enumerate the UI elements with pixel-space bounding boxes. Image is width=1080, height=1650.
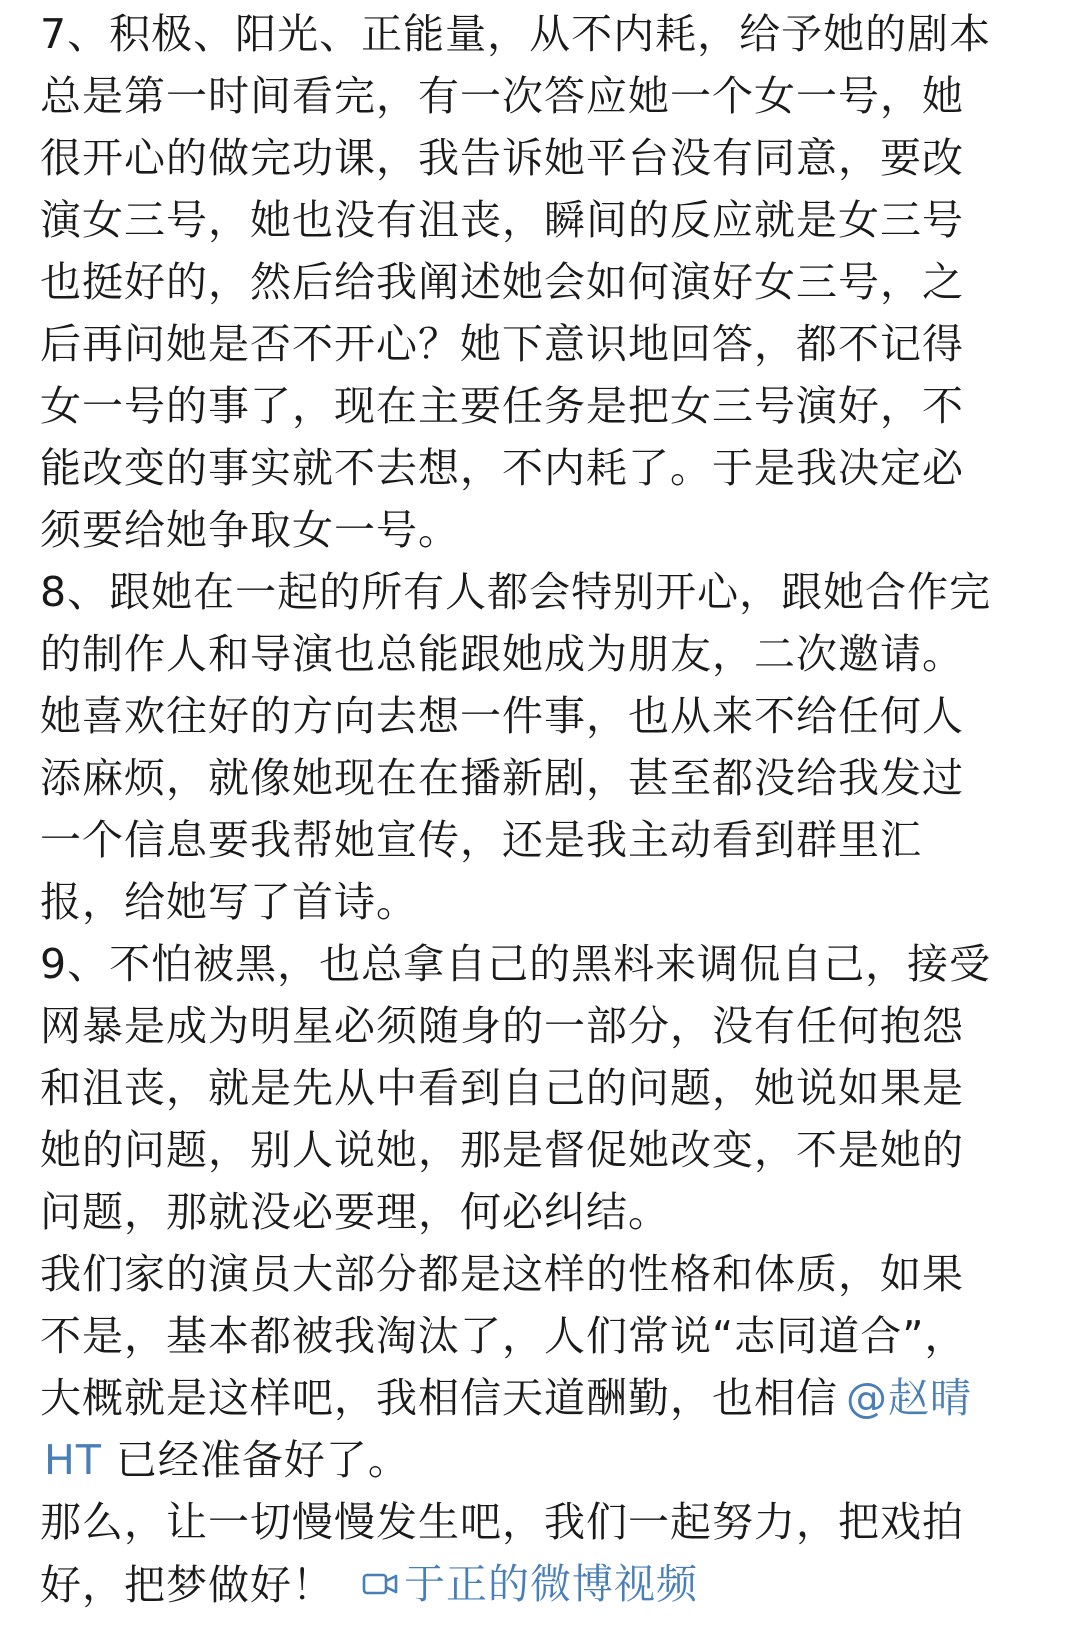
text-line: 的制作人和导演也总能跟她成为朋友，二次邀请。 [40, 630, 964, 678]
text-segment: 大概就是这样吧，我相信天道酬勤，也相信 [40, 1374, 838, 1422]
user-mention-link-continued[interactable]: HT [44, 1436, 102, 1484]
paragraph-9 [40, 933, 1050, 1243]
text-line: 很开心的做完功课，我告诉她平台没有同意，要改 [40, 134, 964, 182]
text-line: 能改变的事实就不去想，不内耗了。于是我决定必 [40, 444, 964, 492]
text-line: 须要给她争取女一号。 [40, 506, 460, 554]
text-line: 一个信息要我帮她宣传，还是我主动看到群里汇 [40, 816, 922, 864]
video-link-label: 于正的微博视频 [404, 1560, 698, 1608]
text-line: 9、不怕被黑，也总拿自己的黑料来调侃自己，接受 [40, 940, 992, 988]
text-line: 我们家的演员大部分都是这样的性格和体质，如果 [40, 1250, 964, 1298]
text-line: 问题，那就没必要理，何必纠结。 [40, 1188, 670, 1236]
text-line: 不是，基本都被我淘汰了，人们常说“志同道合”， [40, 1312, 967, 1360]
text-line: 女一号的事了，现在主要任务是把女三号演好，不 [40, 382, 964, 430]
text-line: 她喜欢往好的方向去想一件事，也从来不给任何人 [40, 692, 964, 740]
text-line-with-mention [40, 1367, 1050, 1429]
text-line: 和沮丧，就是先从中看到自己的问题，她说如果是 [40, 1064, 964, 1112]
user-mention-link[interactable]: @赵晴 [846, 1374, 972, 1422]
text-segment: 已经准备好了。 [101, 1436, 410, 1484]
text-line-with-video-link [40, 1553, 1050, 1615]
text-line: 8、跟她在一起的所有人都会特别开心，跟她合作完 [40, 568, 992, 616]
text-line: 添麻烦，就像她现在在播新剧，甚至都没给我发过 [40, 754, 964, 802]
paragraph-8 [40, 561, 1050, 933]
text-line-with-mention [40, 1429, 1050, 1491]
paragraph-closing [40, 1243, 1050, 1491]
text-line: 后再问她是否不开心？她下意识地回答，都不记得 [40, 320, 964, 368]
text-line: 也挺好的，然后给我阐述她会如何演好女三号，之 [40, 258, 964, 306]
text-line: 7、积极、阳光、正能量，从不内耗，给予她的剧本 [40, 10, 992, 58]
weibo-post-body [40, 0, 1050, 1650]
paragraph-7 [40, 3, 1050, 561]
text-line: 报，给她写了首诗。 [40, 878, 418, 926]
text-line: 总是第一时间看完，有一次答应她一个女一号，她 [40, 72, 964, 120]
text-line: 她的问题，别人说她，那是督促她改变，不是她的 [40, 1126, 964, 1174]
weibo-video-link[interactable] [362, 1553, 698, 1615]
text-line: 网暴是成为明星必须随身的一部分，没有任何抱怨 [40, 1002, 964, 1050]
text-line: 演女三号，她也没有沮丧，瞬间的反应就是女三号 [40, 196, 964, 244]
text-line: 那么，让一切慢慢发生吧，我们一起努力，把戏拍 [40, 1498, 964, 1546]
video-camera-icon [362, 1569, 398, 1599]
paragraph-final [40, 1491, 1050, 1615]
text-segment: 好，把梦做好！ [40, 1561, 334, 1609]
